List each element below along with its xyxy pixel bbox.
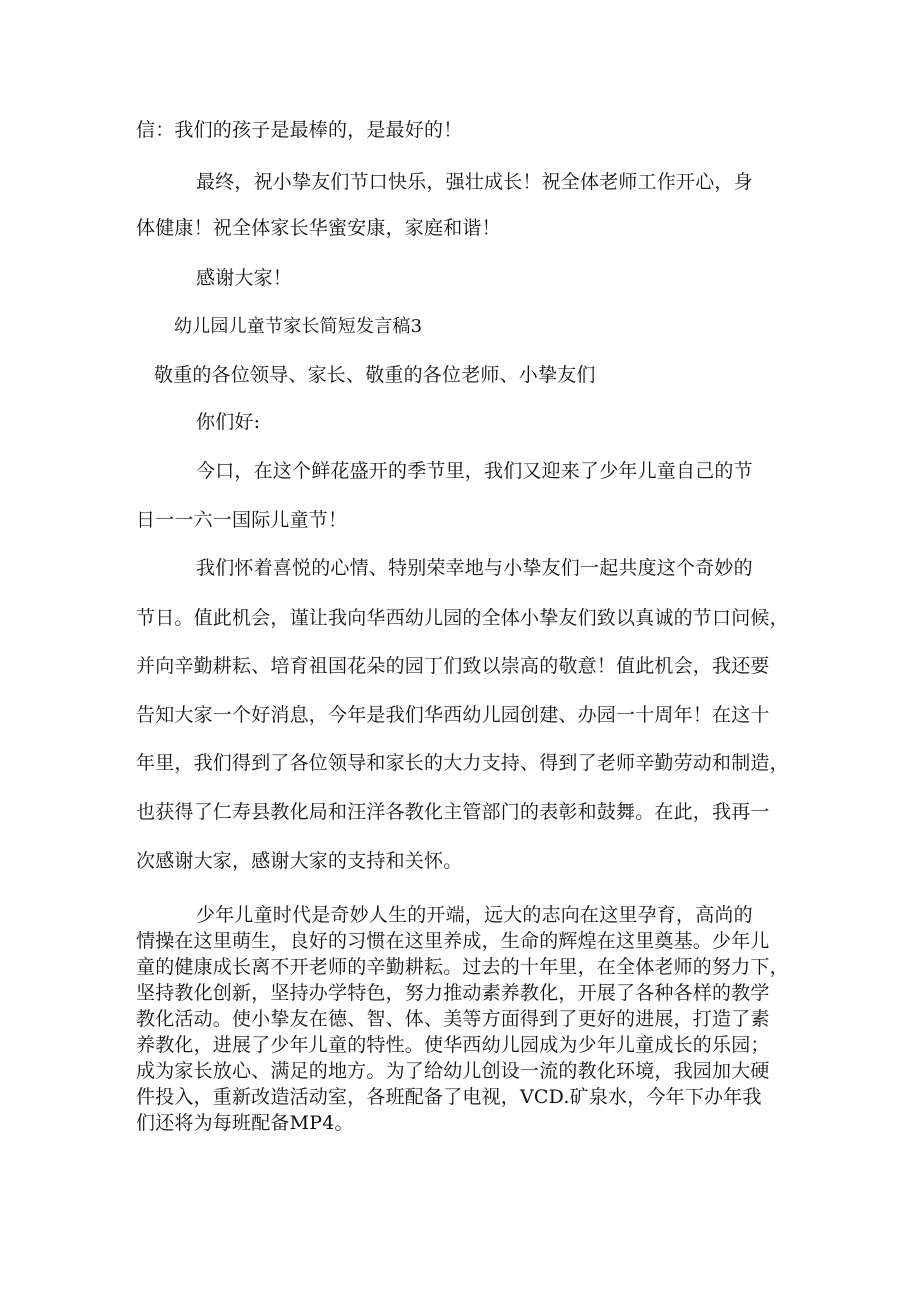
section-heading: 幼儿园儿童节家长简短发言稿3 bbox=[174, 316, 423, 337]
salutation: 敬重的各位领导、家长、敬重的各位老师、小挚友们 bbox=[154, 364, 596, 386]
text-line: 并向辛勤耕耘、培育祖国花朵的园丁们致以崇高的敬意！值此机会，我还要 bbox=[136, 655, 770, 677]
text-line: 坚持教化创新，坚持办学特色，努力推动素养教化，开展了各种各样的教学 bbox=[136, 982, 770, 1004]
text-line: 节日。值此机会，谨让我向华西幼儿园的全体小挚友们致以真诚的节口问候， bbox=[136, 607, 789, 629]
text-line: 也获得了仁寿县教化局和汪洋各教化主管部门的表彰和鼓舞。在此，我再一 bbox=[136, 801, 770, 823]
text-line: 日一一六一国际儿童节！ bbox=[136, 509, 348, 531]
final-paragraph bbox=[136, 902, 789, 1136]
text-line: 少年儿童时代是奇妙人生的开端，远大的志向在这里孕育，高尚的 bbox=[196, 904, 753, 926]
text-line: 养教化，进展了少年儿童的特性。使华西幼儿园成为少年儿童成长的乐园； bbox=[136, 1034, 770, 1056]
text-line: 童的健康成长离不开老师的辛勤耕耘。过去的十年里，在全体老师的努力下， bbox=[136, 956, 789, 978]
text-line: 感谢大家！ bbox=[196, 267, 293, 289]
text-line: 最终，祝小挚友们节口快乐，强壮成长！祝全体老师工作开心，身 bbox=[196, 171, 753, 193]
text-line: 件投入，重新改造活动室，各班配备了电视，VCD.矿泉水，今年下办年我 bbox=[136, 1086, 762, 1108]
text-line: 体健康！祝全体家长华蜜安康，家庭和谐！ bbox=[136, 217, 501, 239]
text-line: 们还将为每班配备MP4。 bbox=[136, 1112, 354, 1134]
greeting: 你们好: bbox=[196, 411, 261, 433]
text-line: 年里，我们得到了各位领导和家长的大力支持、得到了老师辛勤劳动和制造， bbox=[136, 752, 789, 774]
text-line: 今口，在这个鲜花盛开的季节里，我们又迎来了少年儿童自己的节 bbox=[196, 460, 753, 482]
text-line: 情操在这里萌生，良好的习惯在这里养成，生命的辉煌在这里奠基。少年儿 bbox=[136, 930, 770, 952]
text-line: 教化活动。使小挚友在德、智、体、美等方面得到了更好的进展，打造了素 bbox=[136, 1008, 770, 1030]
text-line: 我们怀着喜悦的心情、特别荣幸地与小挚友们一起共度这个奇妙的 bbox=[196, 557, 753, 579]
text-line: 成为家长放心、满足的地方。为了给幼儿创设一流的教化环境，我园加大硬 bbox=[136, 1060, 770, 1082]
text-line: 告知大家一个好消息，今年是我们华西幼儿园创建、办园一十周年！在这十 bbox=[136, 704, 770, 726]
text-line: 信：我们的孩子是最棒的，是最好的！ bbox=[136, 119, 463, 141]
text-line: 次感谢大家，感谢大家的支持和关怀。 bbox=[136, 850, 463, 872]
